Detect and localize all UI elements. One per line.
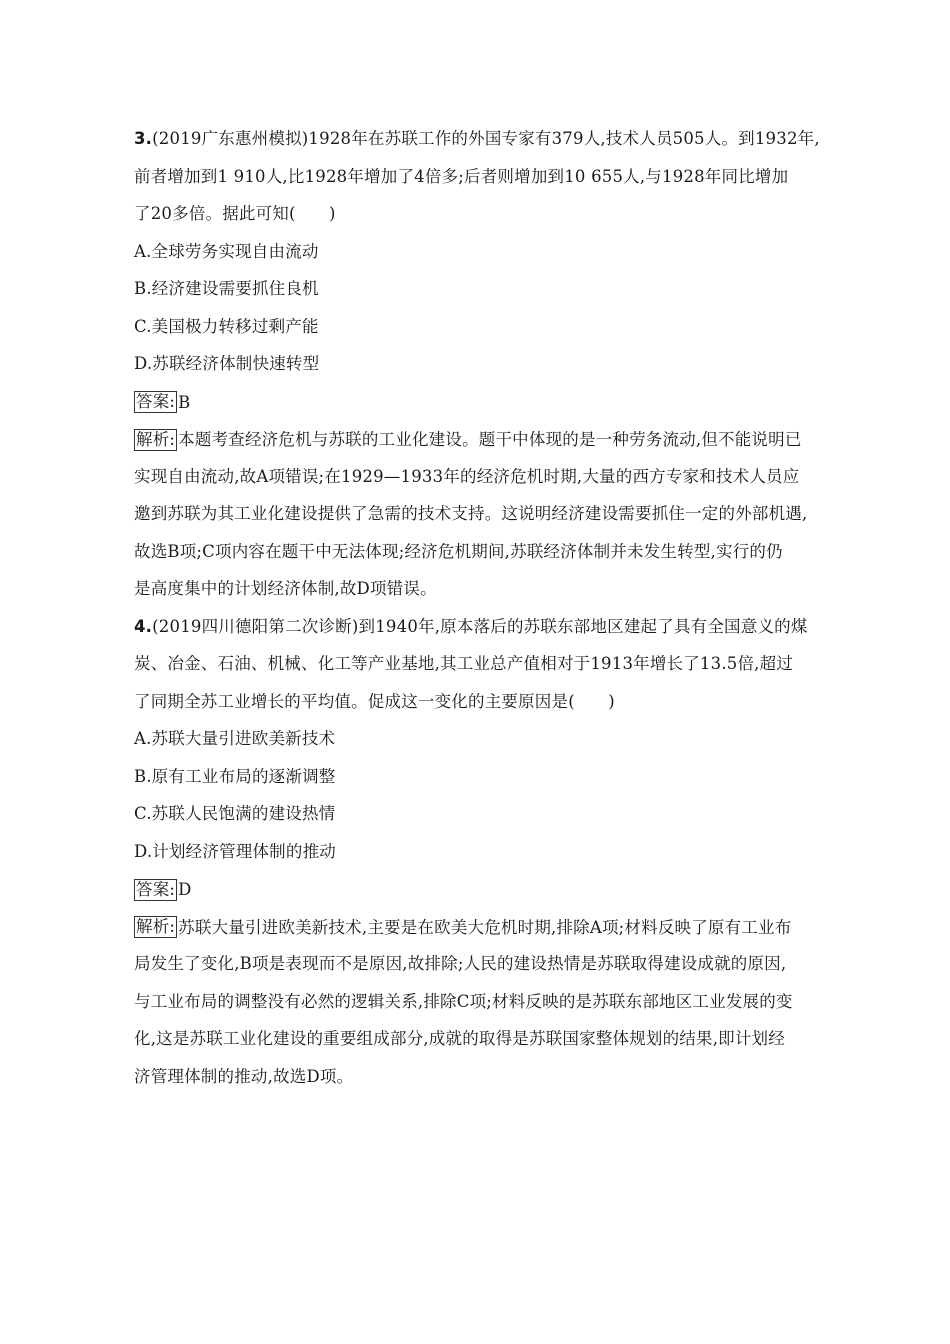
analysis-line: 化,这是苏联工业化建设的重要组成部分,成就的取得是苏联国家整体规划的结果,即计划经 (134, 1029, 785, 1048)
question-3 (134, 120, 824, 608)
analysis-line: 实现自由流动,故A项错误;在1929—1933年的经济危机时期,大量的西方专家和技术人员应 (134, 466, 800, 486)
question-stem-line: 了同期全苏工业增长的平均值。促成这一变化的主要原因是( ) (134, 691, 615, 711)
option-a: A.全球劳务实现自由流动 (134, 241, 319, 261)
answer-label: 答案: (136, 392, 176, 411)
question-number: 3. (134, 129, 153, 148)
analysis-label: 解析: (136, 429, 176, 449)
question-stem-line: 前者增加到1 910人,比1928年增加了4倍多;后者则增加到10 655人,与1928年同比增加 (134, 166, 789, 186)
analysis-line: 故选B项;C项内容在题干中无法体现;经济危机期间,苏联经济体制并未发生转型,实行的仍 (134, 541, 783, 561)
option-b: B.原有工业布局的逐渐调整 (134, 766, 336, 786)
option-d: D.计划经济管理体制的推动 (134, 841, 336, 861)
option-a: A.苏联大量引进欧美新技术 (134, 729, 336, 748)
analysis-line: 解析: 苏联大量引进欧美新技术,主要是在欧美大危机时期,排除A项;材料反映了原有工业布 (136, 917, 792, 937)
analysis-line: 济管理体制的推动,故选D项。 (134, 1066, 354, 1086)
question-4 (134, 608, 824, 1096)
question-number: 4. (134, 616, 153, 636)
answer-label: 答案: (136, 879, 176, 899)
analysis-line: 邀到苏联为其工业化建设提供了急需的技术支持。这说明经济建设需要抓住一定的外部机遇, (134, 504, 808, 523)
analysis-label: 解析: (136, 917, 176, 936)
answer-line (134, 383, 824, 421)
document-page (134, 120, 824, 1095)
analysis-line: 与工业布局的调整没有必然的逻辑关系,排除C项;材料反映的是苏联东部地区工业发展的变 (134, 991, 793, 1011)
option-b: B.经济建设需要抓住良机 (134, 279, 319, 298)
question-stem-line: 3.(2019广东惠州模拟)1928年在苏联工作的外国专家有379人,技术人员505人。到1932年, (134, 129, 820, 148)
question-stem-line: 炭、冶金、石油、机械、化工等产业基地,其工业总产值相对于1913年增长了13.5倍,超过 (134, 654, 794, 673)
option-c: C.美国极力转移过剩产能 (134, 316, 319, 336)
analysis-line: 是高度集中的计划经济体制,故D项错误。 (134, 579, 437, 598)
answer-value: D (178, 879, 192, 899)
answer-value: B (178, 392, 191, 412)
analysis-line: 解析: 本题考查经济危机与苏联的工业化建设。题干中体现的是一种劳务流动,但不能说明已 (136, 429, 802, 449)
answer-line (134, 870, 824, 908)
analysis-line: 局发生了变化,B项是表现而不是原因,故排除;人民的建设热情是苏联取得建设成就的原因, (134, 954, 787, 973)
question-stem-line: 4.(2019四川德阳第二次诊断)到1940年,原本落后的苏联东部地区建起了具有全国意义的煤 (134, 616, 808, 636)
option-d: D.苏联经济体制快速转型 (134, 354, 320, 373)
question-stem-line: 了20多倍。据此可知( ) (134, 204, 336, 223)
option-c: C.苏联人民饱满的建设热情 (134, 804, 336, 823)
